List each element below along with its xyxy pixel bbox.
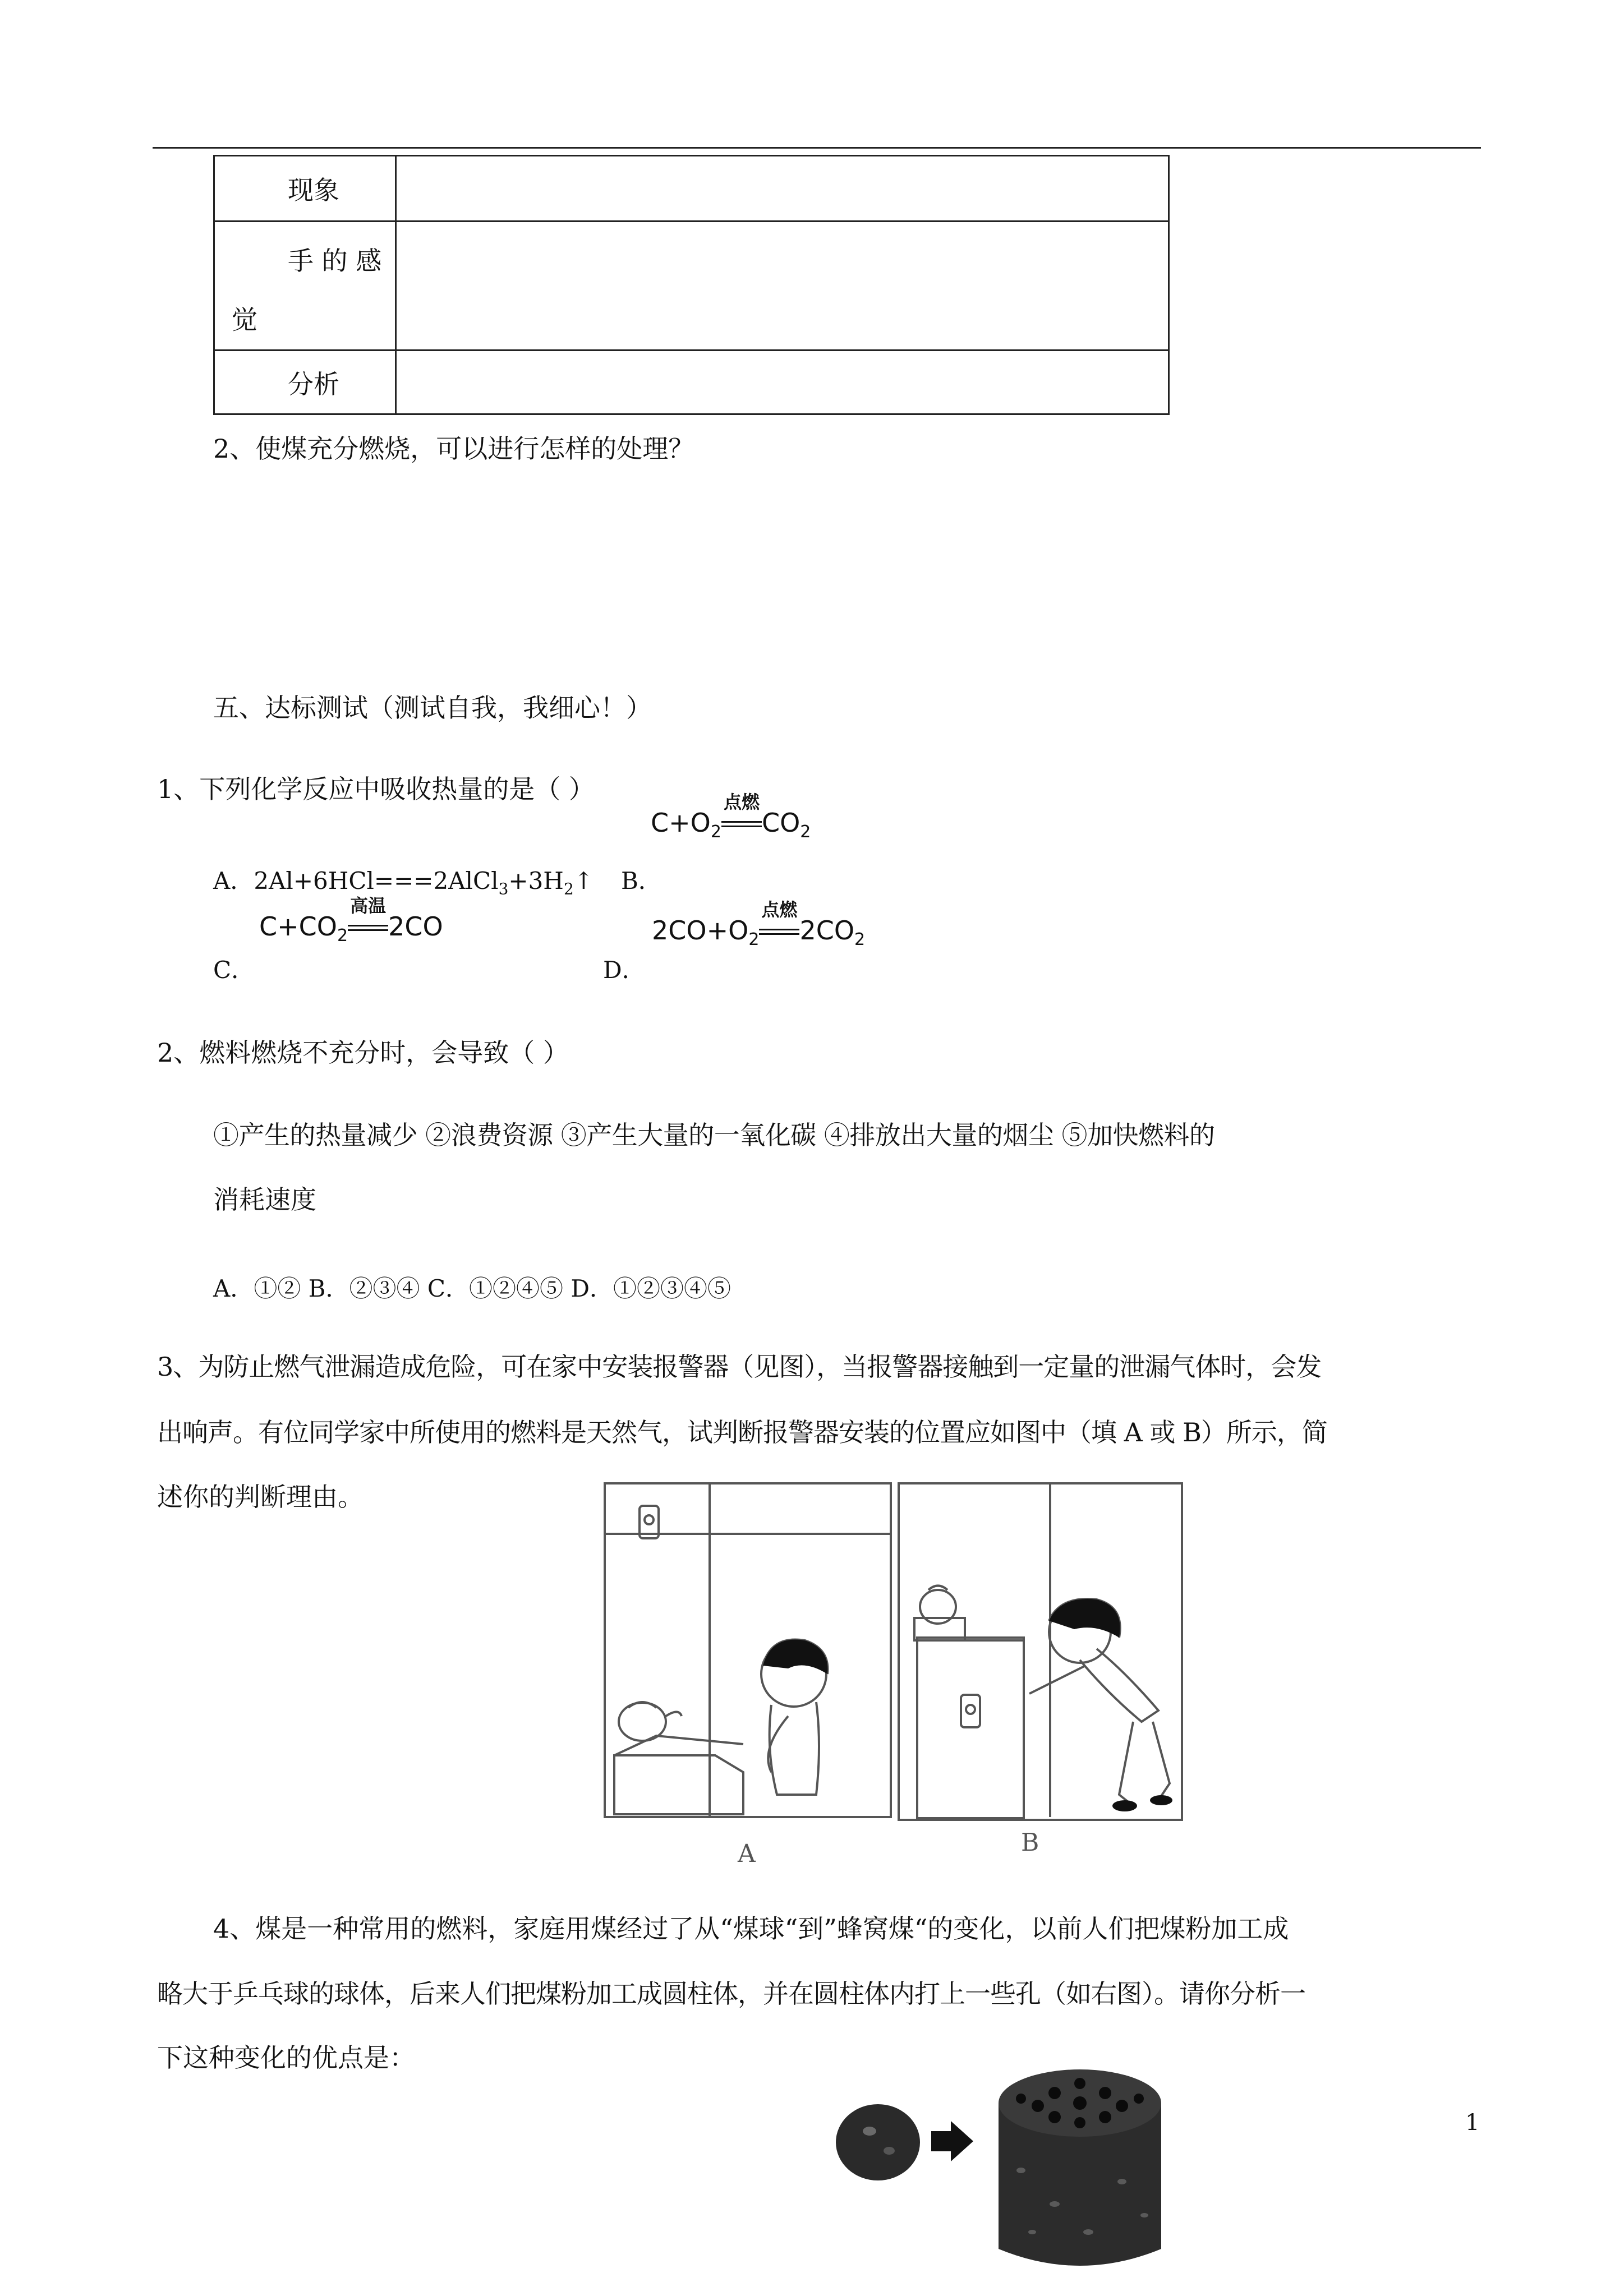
condition-ignite: 点燃 [723,791,760,813]
q3-line3: 述你的判断理由。 [157,1482,364,1512]
label-hand-feel-line1: 手 的 感 [288,245,382,276]
table-row [214,222,1169,351]
q1-option-b-label: B． [621,867,662,895]
q4-line1: 4、煤是一种常用的燃料，家庭用煤经过了从“煤球“到”蜂窝煤“的变化，以前人们把煤粉加工成 [213,1914,1289,1944]
eq-part: 2CO [388,911,443,942]
table-label-cell [214,156,396,222]
right-arrow-icon [931,2121,973,2161]
observation-table [213,155,1170,415]
q2-stem: 2、燃料燃烧不充分时，会导致（ ） [157,1038,569,1068]
coal-ball-icon [836,2104,920,2180]
up-arrow-icon: ↑ [573,867,594,895]
subscript: 2 [710,822,721,842]
q1-option-a [213,863,594,898]
room-b-frame [899,1483,1182,1820]
q1-stem: 1、下列化学反应中吸收热量的是（ ） [157,774,595,804]
label-hand-feel-line2: 觉 [232,304,257,335]
q1-option-d-label: D． [603,956,646,984]
equals-sign [721,791,762,831]
q3-line1: 3、为防止燃气泄漏造成危险，可在家中安装报警器（见图），当报警器接触到一定量的泄漏气体时，会发 [157,1352,1322,1382]
condition-ignite: 点燃 [761,898,798,920]
equals-sign [348,895,388,934]
subscript: 3 [498,879,509,898]
q1-option-a-text: A．2Al+6HCl===2AlCl [213,867,499,895]
q3-line2: 出响声。有位同学家中所使用的燃料是天然气，试判断报警器安装的位置应如图中（填 A 或 B）所示，简 [157,1417,1327,1447]
table-row [214,156,1169,222]
label-b: B [1021,1828,1039,1857]
condition-high-temp: 高温 [350,895,387,916]
label-phenomenon: 现象 [288,175,339,205]
eq-part: CO [761,808,801,838]
kitchen-scene-image [603,1481,1184,1873]
table-label-cell [214,222,396,351]
equals-sign [759,898,799,938]
subscript: 2 [800,822,811,842]
coal-change-image [830,2047,1195,2294]
q2-options: A．①② B．②③④ C．①②④⑤ D．①②③④⑤ [213,1275,732,1302]
gas-alarm-illustration [603,1481,1184,1873]
eq-part: C+O [651,808,711,838]
q2-items: ①产生的热量减少 ②浪费资源 ③产生大量的一氧化碳 ④排放出大量的烟尘 ⑤加快燃料的 [213,1120,1215,1150]
equation-d [652,898,866,950]
eq-part: 2CO+O [652,915,749,946]
table-label-cell [214,351,396,414]
section5-title: 五、达标测试（测试自我，我细心！） [213,693,652,723]
subscript: 2 [854,930,866,950]
equation-c [259,895,443,946]
eq-part: 2CO [799,915,855,946]
q4-line2: 略大于乒乓球的球体，后来人们把煤粉加工成圆柱体，并在圆柱体内打上一些孔（如右图）。请你分析一 [157,1979,1305,2009]
subscript: 2 [337,926,348,946]
subscript: 2 [748,930,760,950]
q2-prompt: 2、使煤充分燃烧，可以进行怎样的处理？ [213,434,694,464]
page-number: 1 [1465,2110,1480,2136]
header-rule [153,147,1481,149]
eq-part: C+CO [259,911,337,942]
subscript: 2 [563,879,574,898]
table-answer-cell[interactable] [396,222,1169,351]
coal-briquette-illustration [830,2047,1475,2296]
table-answer-cell[interactable] [396,156,1169,222]
label-analysis: 分析 [288,368,339,399]
equation-b-text [651,791,811,842]
q2-items-cont: 消耗速度 [213,1184,316,1215]
label-a: A [738,1839,756,1868]
table-row [214,351,1169,414]
equation-d-text [652,898,866,950]
q4-line3: 下这种变化的优点是： [157,2043,415,2073]
q1-option-a-text2: +3H [508,867,564,895]
q1-option-c-label: C． [213,956,255,984]
equation-b [651,791,811,842]
table-answer-cell[interactable] [396,351,1169,414]
equation-c-text [259,895,443,946]
